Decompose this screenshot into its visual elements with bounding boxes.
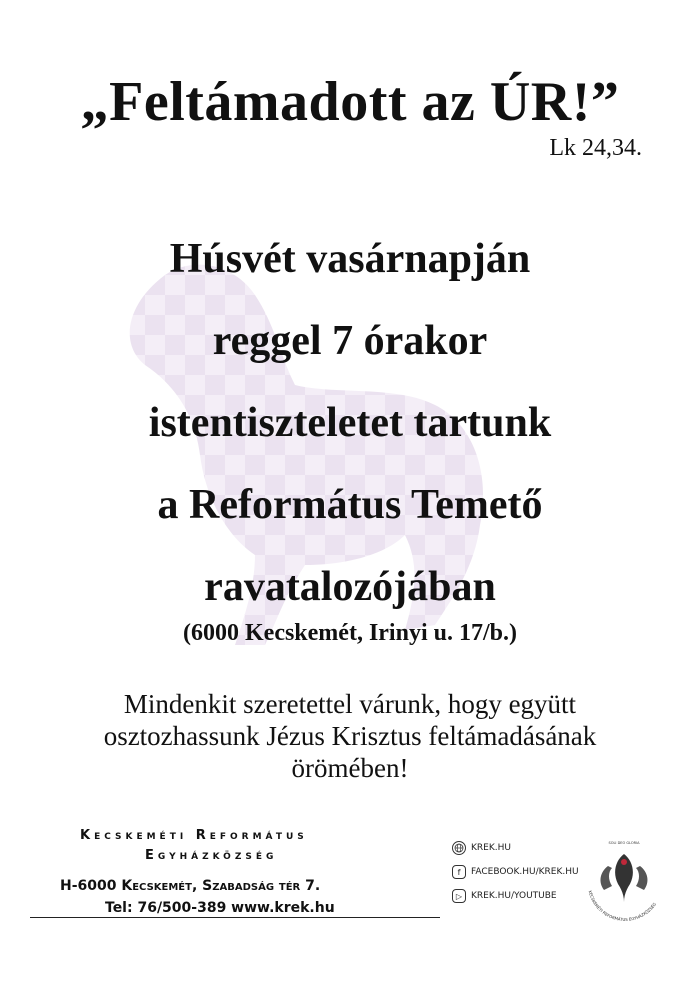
church-logo-icon bbox=[578, 832, 670, 924]
org-address: H-6000 Kecskemét, Szabadság tér 7. bbox=[60, 878, 321, 894]
youtube-link[interactable] bbox=[452, 888, 579, 904]
website-link-label: KREK.HU bbox=[471, 843, 511, 853]
svg-text:SOLI DEO GLORIA: SOLI DEO GLORIA bbox=[608, 841, 640, 845]
invitation-line: Mindenkit szeretettel várunk, hogy együtt bbox=[123, 689, 577, 719]
social-links bbox=[452, 840, 579, 912]
website-link[interactable] bbox=[452, 840, 579, 856]
facebook-link[interactable] bbox=[452, 864, 579, 880]
announcement-line: ravatalozójában bbox=[204, 564, 496, 610]
facebook-link-label: FACEBOOK.HU/KREK.HU bbox=[471, 867, 579, 877]
announcement-line: Húsvét vasárnapján bbox=[169, 236, 531, 282]
globe-icon bbox=[452, 841, 466, 855]
announcement-line: a Református Temető bbox=[157, 482, 543, 528]
svg-text:KECSKEMÉTI REFORMÁTUS EGYHÁZKÖ: KECSKEMÉTI REFORMÁTUS EGYHÁZKÖZSÉG bbox=[587, 890, 658, 923]
org-name-line2: Egyházközség bbox=[145, 848, 278, 863]
invitation-text bbox=[0, 688, 700, 784]
footer-divider bbox=[30, 917, 440, 918]
org-name-line1: Kecskeméti Református bbox=[80, 828, 308, 843]
youtube-link-label: KREK.HU/YOUTUBE bbox=[471, 891, 557, 901]
scripture-reference: Lk 24,34. bbox=[549, 135, 642, 161]
announcement-line: reggel 7 órakor bbox=[212, 318, 488, 364]
scripture-quote: „Feltámadott az ÚR!” bbox=[80, 71, 620, 133]
event-address: (6000 Kecskemét, Irinyi u. 17/b.) bbox=[183, 620, 517, 646]
announcement-line: istentiszteletet tartunk bbox=[148, 400, 552, 446]
facebook-icon: f bbox=[452, 865, 466, 879]
org-contact: Tel: 76/500-389 www.krek.hu bbox=[105, 900, 335, 916]
youtube-icon: ▷ bbox=[452, 889, 466, 903]
invitation-line: örömében! bbox=[291, 753, 409, 783]
announcement-text bbox=[0, 218, 700, 628]
invitation-line: osztozhassunk Jézus Krisztus feltámadásának bbox=[103, 721, 597, 751]
